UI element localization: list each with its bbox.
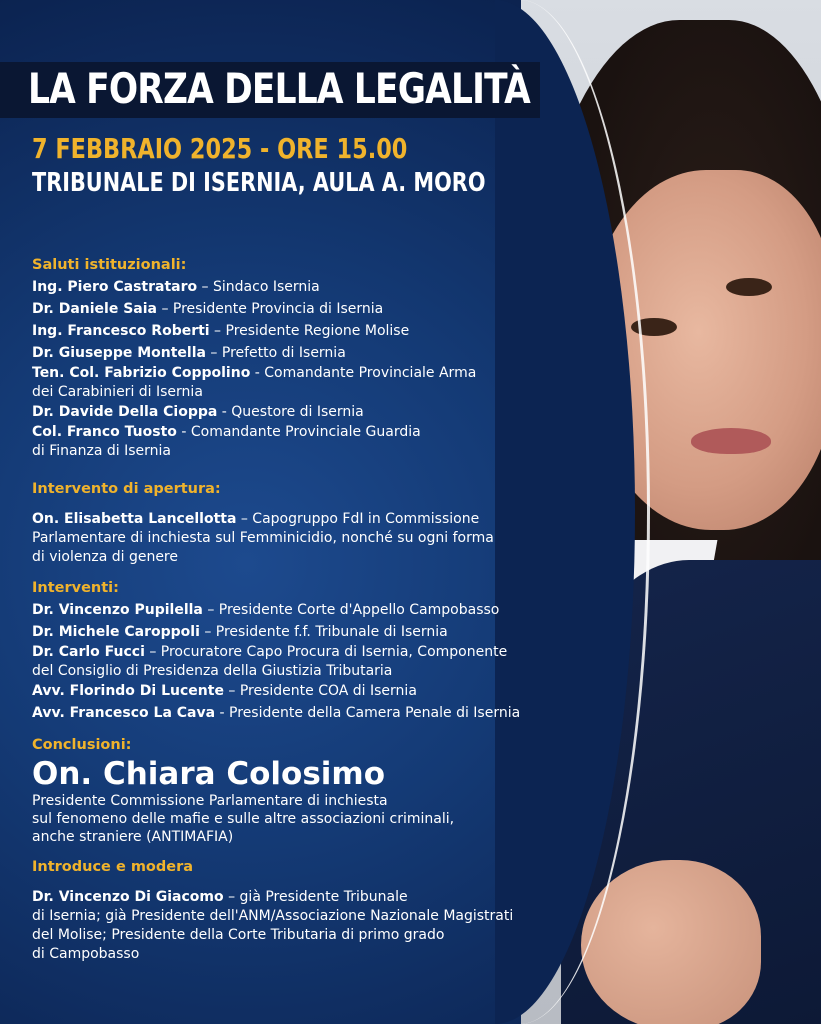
speaker-name: Avv. Francesco La Cava [32,705,216,721]
list-item [32,510,592,529]
speaker-name: Col. Franco Tuosto [32,424,177,440]
speaker-role: - Presidente della Camera Penale di Isernia [215,705,521,721]
event-venue: TRIBUNALE DI ISERNIA, AULA A. MORO [32,168,486,198]
section-heading-saluti: Saluti istituzionali: [32,257,187,273]
photo-lips [691,428,771,454]
speaker-name: Dr. Michele Caroppoli [32,624,200,640]
speaker-name: Ing. Francesco Roberti [32,323,210,339]
speaker-name: Dr. Carlo Fucci [32,644,145,660]
speaker-name: Avv. Florindo Di Lucente [32,683,224,699]
section-heading-interventi: Interventi: [32,580,119,596]
list-item [32,702,592,724]
speaker-role-cont: di Isernia; già Presidente dell'ANM/Associazione Nazionale Magistrati [32,908,514,924]
speaker-role: - Comandante Provinciale Arma [250,365,477,381]
list-item [32,621,592,643]
page-title: LA FORZA DELLA LEGALITÀ [28,64,530,113]
photo-eye-right [726,278,772,296]
speaker-role-cont: di violenza di genere [32,549,178,565]
speaker-role: – Presidente COA di Isernia [223,683,417,699]
speaker-role-cont: di Finanza di Isernia [32,443,171,459]
keynote-speaker-name: On. Chiara Colosimo [32,756,386,792]
event-date: 7 FEBBRAIO 2025 - ORE 15.00 [32,132,408,165]
speaker-role: – Procuratore Capo Procura di Isernia, Componente [144,644,508,660]
list-item [32,643,592,662]
section-heading-apertura: Intervento di apertura: [32,481,221,497]
speaker-name: Dr. Davide Della Cioppa [32,404,218,420]
speaker-role: sul fenomeno delle mafie e sulle altre associazioni criminali, [32,811,455,827]
speaker-role: - Questore di Isernia [217,404,364,420]
speaker-name: Ing. Piero Castrataro [32,279,198,295]
list-item [32,401,592,423]
list-item [32,680,592,702]
list-item [32,276,592,298]
speaker-role: – Prefetto di Isernia [205,345,346,361]
speaker-role: – Presidente f.f. Tribunale di Isernia [199,624,448,640]
speaker-role-cont: di Campobasso [32,946,140,962]
speaker-name: Dr. Daniele Saia [32,301,157,317]
list-item [32,423,592,442]
speaker-role-cont: del Consiglio di Presidenza della Giustizia Tributaria [32,663,393,679]
list-item [32,298,592,320]
list-item [32,364,592,383]
speaker-role: anche straniere (ANTIMAFIA) [32,829,234,845]
speaker-role-cont: Parlamentare di inchiesta sul Femminicidio, nonché su ogni forma [32,530,494,546]
program [32,254,592,964]
speaker-role: Presidente Commissione Parlamentare di inchiesta [32,793,388,809]
speaker-role: – Capogruppo FdI in Commissione [236,511,480,527]
speaker-role: – già Presidente Tribunale [223,889,408,905]
speaker-name: Dr. Vincenzo Di Giacomo [32,889,224,905]
speaker-role: – Presidente Provincia di Isernia [157,301,384,317]
speaker-name: Dr. Vincenzo Pupilella [32,602,203,618]
speaker-role-cont: del Molise; Presidente della Corte Tributaria di primo grado [32,927,445,943]
speaker-name: Dr. Giuseppe Montella [32,345,206,361]
speaker-role: – Presidente Regione Molise [209,323,410,339]
speaker-role: – Sindaco Isernia [197,279,320,295]
speaker-role: - Comandante Provinciale Guardia [176,424,421,440]
list-item [32,888,592,907]
list-item [32,342,592,364]
speaker-name: Ten. Col. Fabrizio Coppolino [32,365,251,381]
list-item [32,320,592,342]
speaker-name: On. Elisabetta Lancellotta [32,511,237,527]
speaker-role: – Presidente Corte d'Appello Campobasso [202,602,500,618]
section-heading-conclusioni: Conclusioni: [32,737,132,753]
speaker-role-cont: dei Carabinieri di Isernia [32,384,203,400]
section-heading-modera: Introduce e modera [32,859,194,875]
list-item [32,599,592,621]
